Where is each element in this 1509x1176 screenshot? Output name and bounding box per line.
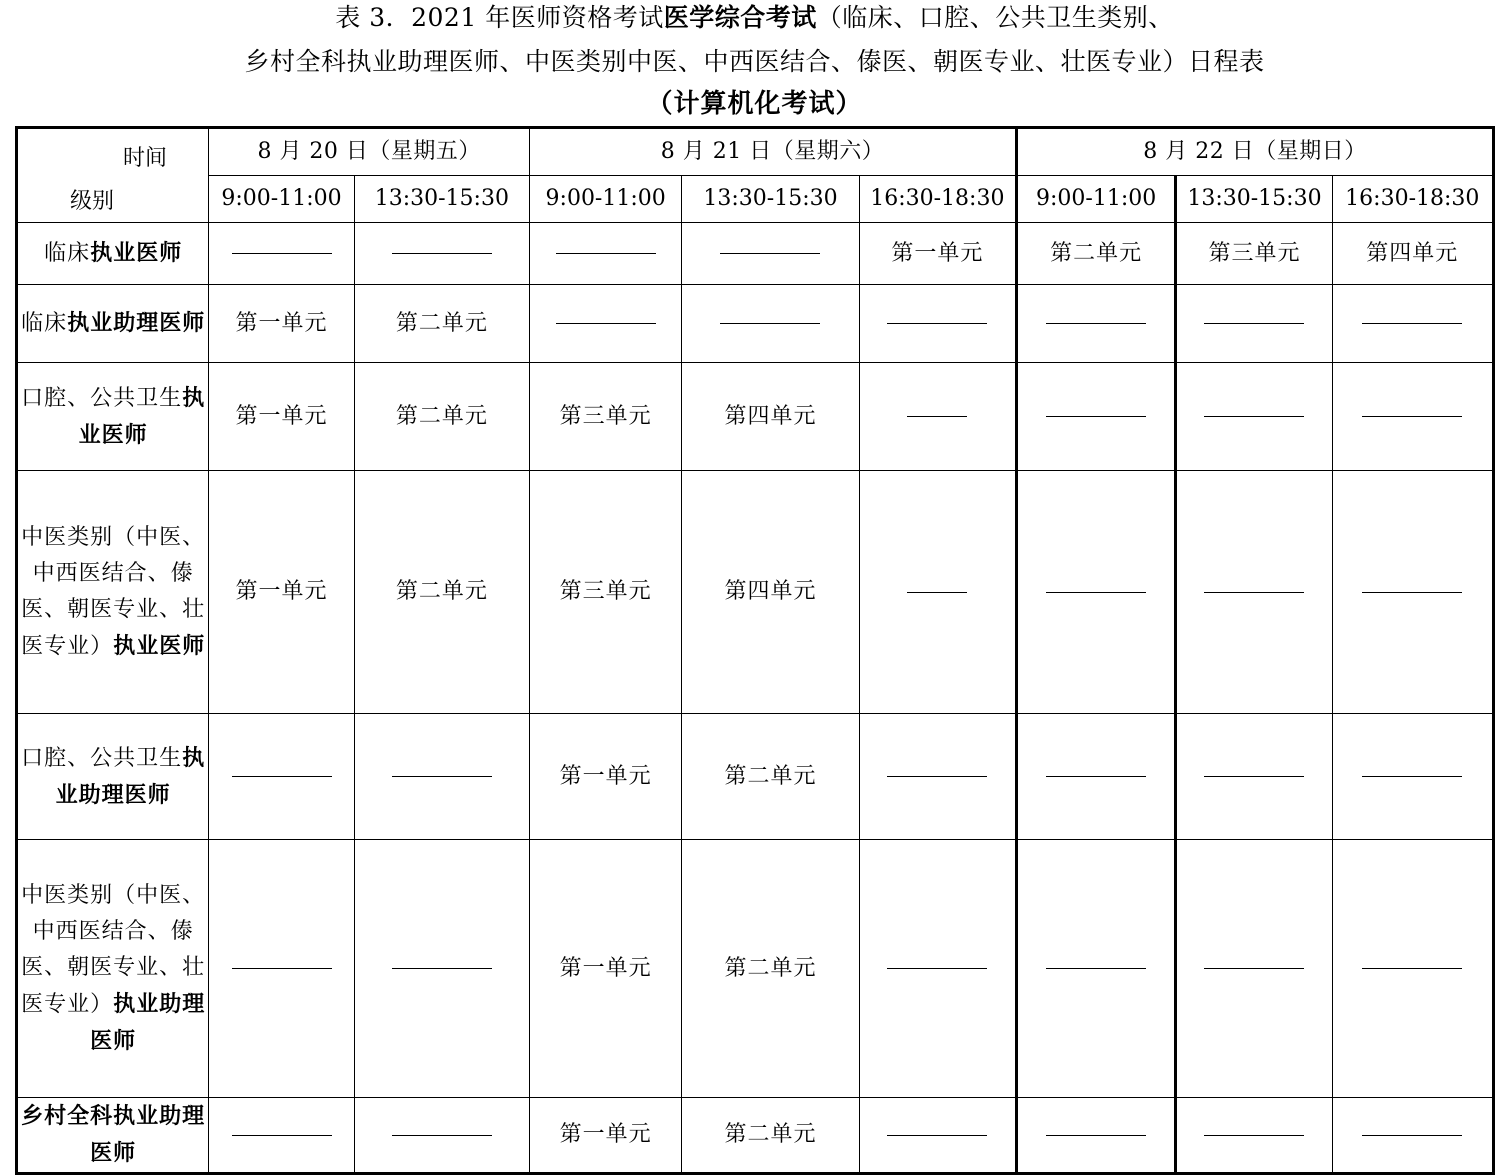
exam-unit-cell [1176, 223, 1332, 285]
no-exam-dash [1016, 1098, 1175, 1174]
exam-unit-cell [682, 1098, 859, 1174]
time-slot-header: 13:30-15:30 [682, 176, 859, 223]
exam-unit-cell [530, 840, 682, 1098]
no-exam-dash [209, 714, 354, 840]
no-exam-dash [682, 223, 859, 285]
dash-line [720, 253, 820, 254]
exam-level-type: 乡村全科执业助理医师 [21, 1103, 206, 1166]
no-exam-dash [1176, 1098, 1332, 1174]
dash-line [1046, 1135, 1146, 1136]
date-header: 8 月 21 日（星期六） [530, 128, 1017, 176]
no-exam-dash [859, 714, 1016, 840]
slot-header-row [17, 176, 1494, 223]
dash-line [1204, 416, 1304, 417]
no-exam-dash [354, 714, 529, 840]
date-header-row [17, 128, 1494, 176]
dash-line [1046, 776, 1146, 777]
dash-line [392, 253, 492, 254]
dash-line [887, 776, 987, 777]
no-exam-dash [209, 223, 354, 285]
dash-line [1046, 592, 1146, 593]
table-row [17, 1098, 1494, 1174]
corner-cell [17, 128, 209, 223]
dash-line [887, 323, 987, 324]
exam-level-category: 临床 [21, 311, 68, 336]
table-row [17, 840, 1494, 1098]
exam-level-label [17, 223, 209, 285]
dash-line [887, 1135, 987, 1136]
time-slot-header: 9:00-11:00 [530, 176, 682, 223]
dash-line [1204, 592, 1304, 593]
no-exam-dash [530, 285, 682, 363]
no-exam-dash [859, 363, 1016, 471]
exam-unit-cell [682, 714, 859, 840]
no-exam-dash [1332, 471, 1493, 714]
no-exam-dash [1176, 840, 1332, 1098]
dash-line [556, 323, 656, 324]
no-exam-dash [859, 840, 1016, 1098]
exam-level-category: 中医类别（中医、中西医结合、傣医、朝医专业、壮医专业） [21, 882, 206, 1017]
no-exam-dash [1332, 285, 1493, 363]
dash-line [1362, 416, 1462, 417]
table-row [17, 714, 1494, 840]
dash-line [1362, 776, 1462, 777]
exam-unit-label: 第二单元 [395, 310, 488, 336]
time-slot-header: 13:30-15:30 [354, 176, 529, 223]
corner-level-label: 级别 [70, 189, 115, 214]
no-exam-dash [1332, 714, 1493, 840]
dash-line [1362, 323, 1462, 324]
exam-level-type: 执业助理医师 [67, 310, 206, 336]
exam-unit-cell [682, 363, 859, 471]
dash-line [1046, 968, 1146, 969]
dash-line [1204, 968, 1304, 969]
exam-level-label [17, 1098, 209, 1174]
exam-unit-cell [1332, 223, 1493, 285]
exam-unit-label: 第二单元 [724, 955, 817, 981]
dash-line [907, 416, 967, 417]
exam-unit-label: 第二单元 [395, 403, 488, 429]
no-exam-dash [1016, 840, 1175, 1098]
exam-unit-label: 第二单元 [395, 579, 488, 604]
dash-line [1046, 323, 1146, 324]
dash-line [1204, 1135, 1304, 1136]
exam-unit-label: 第四单元 [724, 579, 817, 604]
dash-line [1046, 416, 1146, 417]
exam-unit-label: 第三单元 [559, 403, 652, 429]
exam-level-type: 执业助理医师 [90, 990, 206, 1054]
exam-unit-cell [530, 714, 682, 840]
table-row [17, 471, 1494, 714]
dash-line [232, 776, 332, 777]
exam-unit-label: 第一单元 [559, 763, 652, 789]
dash-line [1362, 592, 1462, 593]
dash-line [907, 592, 967, 593]
dash-line [1362, 968, 1462, 969]
exam-unit-cell [530, 363, 682, 471]
exam-unit-label: 第四单元 [1366, 240, 1459, 266]
no-exam-dash [1332, 840, 1493, 1098]
title-bold-part: 医学综合考试 [663, 3, 817, 32]
title-line-3: （计算机化考试） [646, 89, 863, 119]
time-slot-header: 13:30-15:30 [1176, 176, 1332, 223]
time-slot-header: 9:00-11:00 [1016, 176, 1175, 223]
table-row [17, 223, 1494, 285]
exam-unit-label: 第二单元 [1050, 240, 1143, 266]
dash-line [556, 253, 656, 254]
no-exam-dash [354, 1098, 529, 1174]
time-slot-header: 9:00-11:00 [209, 176, 354, 223]
dash-line [232, 968, 332, 969]
no-exam-dash [1176, 363, 1332, 471]
no-exam-dash [1176, 471, 1332, 714]
exam-level-label [17, 285, 209, 363]
no-exam-dash [209, 1098, 354, 1174]
exam-level-label [17, 714, 209, 840]
time-slot-header: 16:30-18:30 [1332, 176, 1493, 223]
exam-level-category: 中医类别（中医、中西医结合、傣医、朝医专业、壮医专业） [21, 524, 206, 659]
title-prefix: 表 3．2021 年医师资格考试 [335, 3, 664, 32]
exam-level-category: 临床 [44, 241, 91, 266]
no-exam-dash [859, 1098, 1016, 1174]
dash-line [1204, 323, 1304, 324]
corner-time-label: 时间 [123, 146, 168, 171]
exam-level-label [17, 840, 209, 1098]
exam-level-label [17, 363, 209, 471]
no-exam-dash [1332, 1098, 1493, 1174]
exam-unit-cell [530, 1098, 682, 1174]
no-exam-dash [1016, 714, 1175, 840]
no-exam-dash [1016, 285, 1175, 363]
exam-schedule-table [15, 126, 1495, 1175]
dash-line [392, 968, 492, 969]
no-exam-dash [859, 471, 1016, 714]
no-exam-dash [354, 840, 529, 1098]
exam-unit-cell [1016, 223, 1175, 285]
exam-unit-label: 第三单元 [1208, 240, 1301, 266]
exam-unit-label: 第一单元 [559, 1122, 652, 1147]
exam-unit-cell [209, 285, 354, 363]
table-row [17, 285, 1494, 363]
exam-unit-cell [354, 363, 529, 471]
no-exam-dash [1176, 714, 1332, 840]
exam-unit-label: 第一单元 [235, 310, 328, 336]
exam-unit-label: 第四单元 [724, 403, 817, 429]
exam-unit-label: 第二单元 [724, 763, 817, 789]
dash-line [392, 776, 492, 777]
exam-unit-label: 第一单元 [891, 240, 984, 266]
exam-level-type: 执业医师 [113, 632, 206, 659]
dash-line [392, 1135, 492, 1136]
no-exam-dash [209, 840, 354, 1098]
exam-level-category: 口腔、公共卫生 [21, 385, 183, 411]
time-slot-header: 16:30-18:30 [859, 176, 1016, 223]
exam-unit-label: 第一单元 [559, 955, 652, 981]
date-header: 8 月 20 日（星期五） [209, 128, 530, 176]
date-header: 8 月 22 日（星期日） [1016, 128, 1493, 176]
dash-line [887, 968, 987, 969]
exam-unit-cell [354, 285, 529, 363]
exam-unit-cell [209, 363, 354, 471]
exam-unit-label: 第一单元 [235, 579, 328, 604]
exam-unit-cell [530, 471, 682, 714]
no-exam-dash [682, 285, 859, 363]
table-row [17, 363, 1494, 471]
exam-level-type: 执业助理医师 [55, 744, 206, 808]
dash-line [1362, 1135, 1462, 1136]
exam-unit-label: 第一单元 [235, 403, 328, 429]
exam-unit-cell [682, 840, 859, 1098]
exam-level-label [17, 471, 209, 714]
exam-unit-cell [354, 471, 529, 714]
exam-unit-cell [682, 471, 859, 714]
no-exam-dash [859, 285, 1016, 363]
no-exam-dash [1016, 363, 1175, 471]
exam-unit-cell [209, 471, 354, 714]
exam-level-type: 执业医师 [90, 240, 183, 266]
title-line-1 [0, 0, 1509, 40]
title-line-2: 乡村全科执业助理医师、中医类别中医、中西医结合、傣医、朝医专业、壮医专业）日程表 [244, 47, 1265, 76]
dash-line [232, 253, 332, 254]
exam-unit-cell [859, 223, 1016, 285]
dash-line [232, 1135, 332, 1136]
no-exam-dash [1332, 363, 1493, 471]
no-exam-dash [1176, 285, 1332, 363]
title-suffix: （临床、口腔、公共卫生类别、 [816, 3, 1174, 32]
exam-unit-label: 第三单元 [559, 579, 652, 604]
exam-unit-label: 第二单元 [724, 1122, 817, 1147]
no-exam-dash [530, 223, 682, 285]
exam-level-category: 口腔、公共卫生 [21, 745, 183, 771]
dash-line [1204, 776, 1304, 777]
document-title [0, 0, 1509, 124]
dash-line [720, 323, 820, 324]
no-exam-dash [1016, 471, 1175, 714]
no-exam-dash [354, 223, 529, 285]
exam-level-type: 执业医师 [78, 384, 206, 448]
